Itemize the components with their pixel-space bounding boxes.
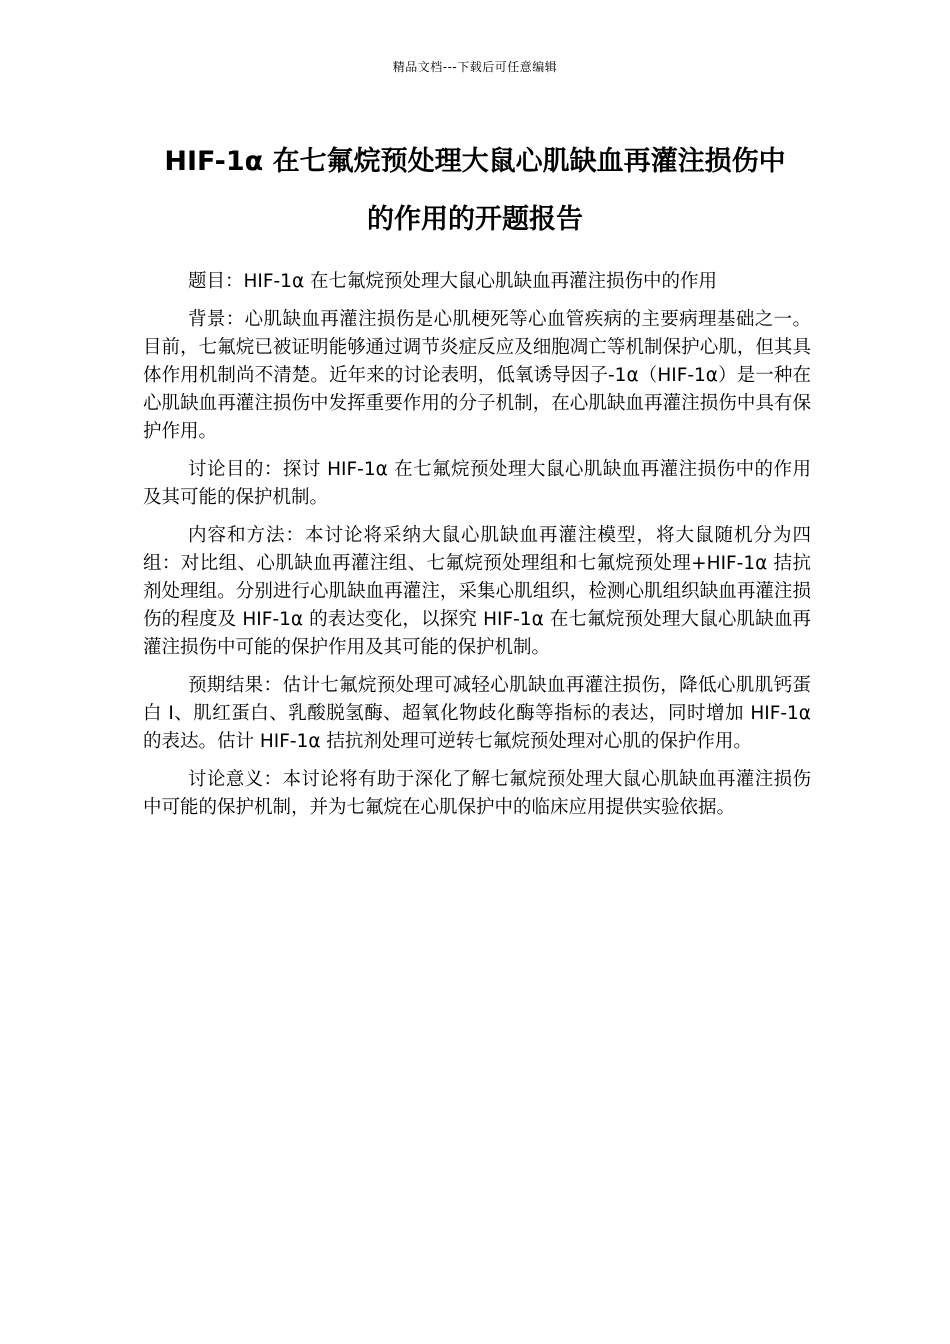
paragraph-purpose: 讨论目的：探讨 HIF-1α 在七氟烷预处理大鼠心肌缺血再灌注损伤中的作用及其可能的保护机制。 [143, 459, 811, 508]
document-title [120, 133, 830, 249]
title-line-1: HIF-1α 在七氟烷预处理大鼠心肌缺血再灌注损伤中 [164, 146, 786, 177]
paragraph-expected-results: 预期结果：估计七氟烷预处理可减轻心肌缺血再灌注损伤，降低心肌肌钙蛋白 I、肌红蛋白、乳酸脱氢酶、超氧化物歧化酶等指标的表达，同时增加 HIF-1α 的表达。估计 HIF-1α 拮抗剂处理可逆转七氟烷预处理对心肌的保护作用。 [143, 675, 811, 752]
paragraph-methods: 内容和方法：本讨论将采纳大鼠心肌缺血再灌注模型，将大鼠随机分为四组：对比组、心肌缺血再灌注组、七氟烷预处理组和七氟烷预处理+HIF-1α 拮抗剂处理组。分别进行心肌缺血再灌注，采集心肌组织，检测心肌组织缺血再灌注损伤的程度及 HIF-1α 的表达变化，以探究 HIF-1α 在七氟烷预处理大鼠心肌缺血再灌注损伤中可能的保护作用及其可能的保护机制。 [143, 525, 811, 658]
paragraph-topic: 题目：HIF-1α 在七氟烷预处理大鼠心肌缺血再灌注损伤中的作用 [188, 271, 718, 292]
title-line-2: 的作用的开题报告 [367, 204, 583, 235]
paragraph-background: 背景：心肌缺血再灌注损伤是心肌梗死等心血管疾病的主要病理基础之一。目前，七氟烷已被证明能够通过调节炎症反应及细胞凋亡等机制保护心肌，但其具体作用机制尚不清楚。近年来的讨论表明，低氧诱导因子-1α（HIF-1α）是一种在心肌缺血再灌注损伤中发挥重要作用的分子机制，在心肌缺血再灌注损伤中具有保护作用。 [143, 309, 811, 442]
document-body [143, 268, 811, 832]
header-note: 精品文档---下载后可任意编辑 [392, 60, 558, 74]
paragraph-significance: 讨论意义：本讨论将有助于深化了解七氟烷预处理大鼠心肌缺血再灌注损伤中可能的保护机制，并为七氟烷在心肌保护中的临床应用提供实验依据。 [143, 769, 811, 818]
